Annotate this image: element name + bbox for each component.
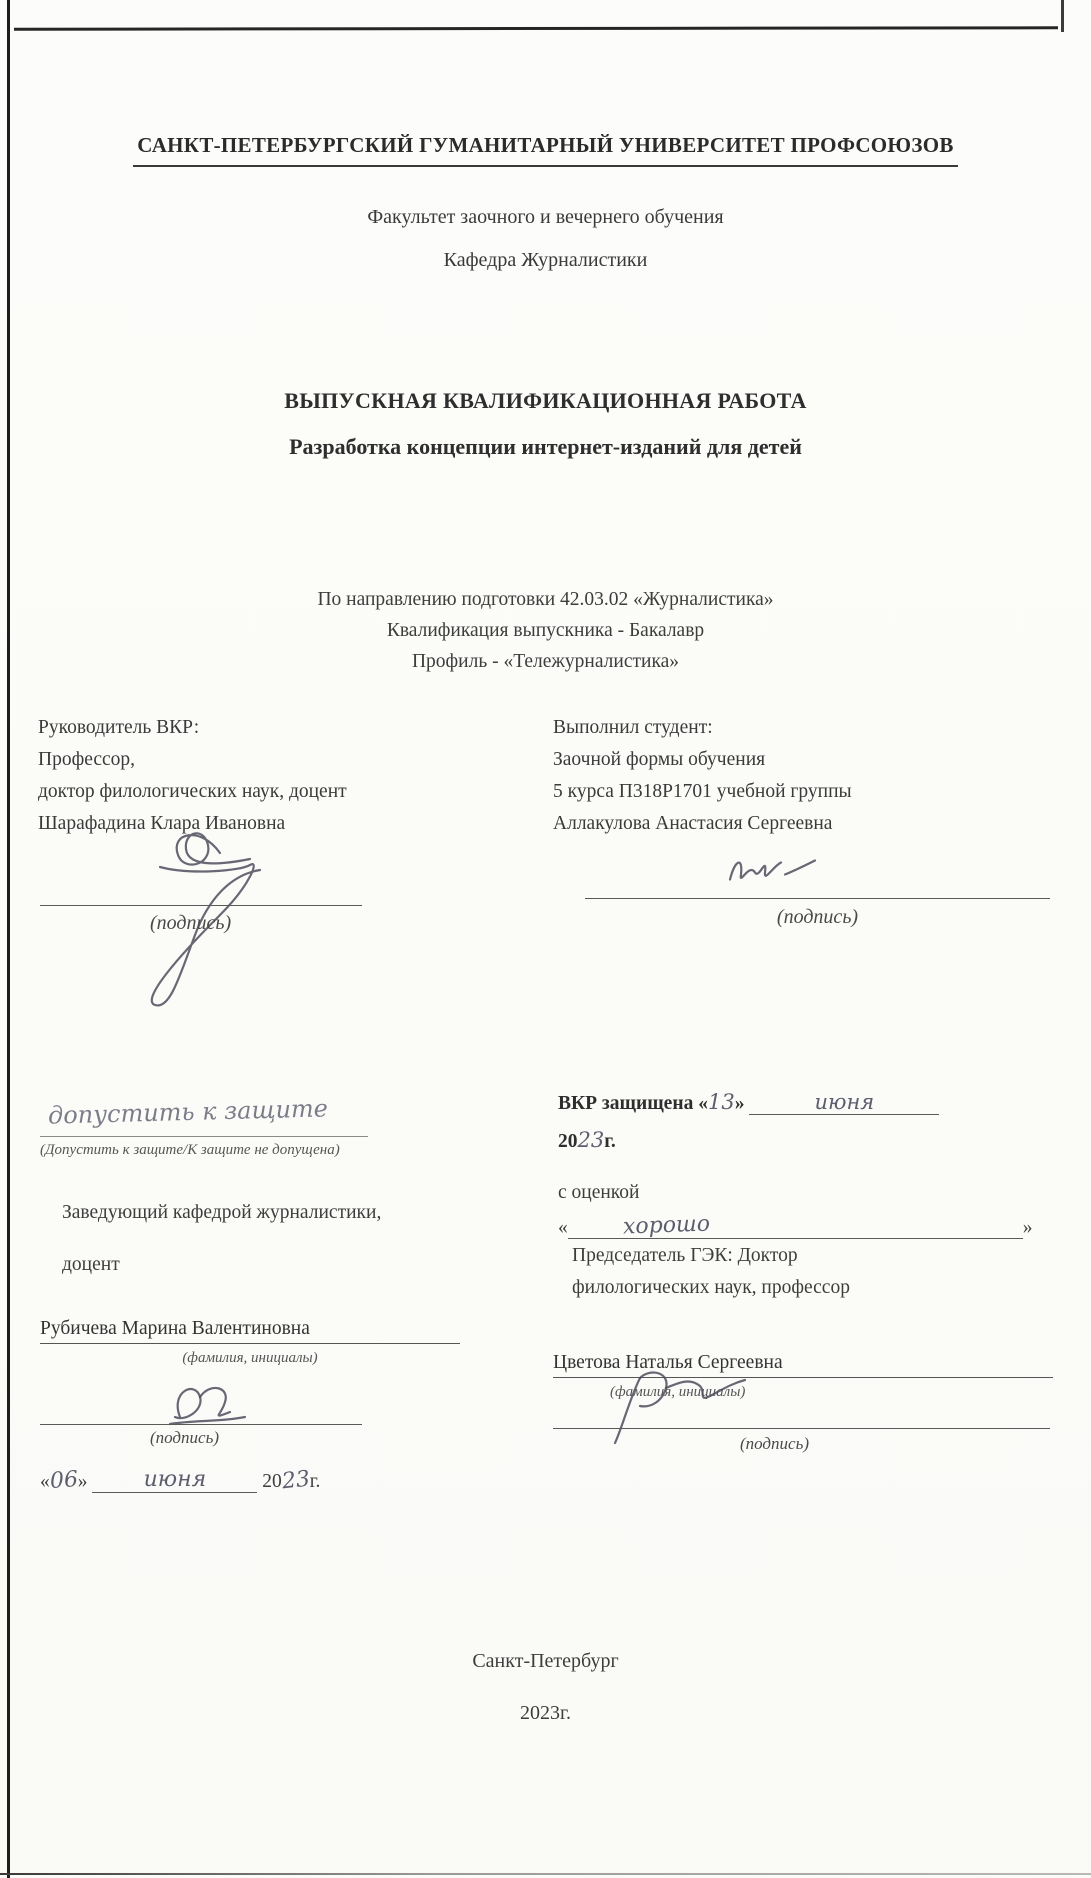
supervisor-name: Шарафадина Клара Ивановна [38,813,286,834]
student-block [553,712,1058,840]
admission-year-printed: 20 [262,1471,282,1493]
admission-note-caption: (Допустить к защите/К защите не допущена) [40,1142,340,1158]
faculty-line: Факультет заочного и вечернего обучения [367,206,724,228]
student-signature-caption: (подпись) [776,906,859,928]
grade-handwritten: хорошо [622,1211,711,1240]
scan-edge-top [14,26,1058,30]
direction-line: По направлению подготовки 42.03.02 «Журналистика» [317,589,774,610]
defense-label: ВКР защищена « [558,1093,708,1114]
program-block [0,584,1091,677]
head-name-caption: (фамилия, инициалы) [182,1350,318,1366]
grade-quote-close: » [1022,1217,1033,1239]
supervisor-position: Профессор, [38,749,136,770]
supervisor-degree: доктор филологических наук, доцент [38,781,347,802]
footer-year: 2023г. [520,1702,571,1724]
scan-edge-top-right [1061,0,1064,32]
defense-year-line [558,1128,616,1153]
student-name: Аллакулова Анастасия Сергеевна [553,813,833,834]
admission-date-close: » [77,1471,88,1493]
student-signature [715,842,835,897]
grade-blank [568,1211,1023,1240]
department-head-name: Рубичева Марина Валентиновна [40,1318,460,1344]
thesis-title: Разработка концепции интернет-изданий для детей [289,434,802,459]
defense-month-handwritten: июня [814,1089,875,1114]
grade-line [558,1211,1033,1240]
chairman-signature [600,1358,760,1448]
chairman-signature-caption: (подпись) [740,1434,809,1453]
admission-year-suffix: г. [309,1471,321,1493]
admission-month-handwritten: июня [143,1467,207,1492]
university-header [0,133,1091,167]
grade-label: с оценкой [558,1182,640,1203]
defense-year-handwritten: 23 [577,1128,605,1152]
scan-edge-left [7,0,10,1878]
scan-edge-bottom [0,1873,1091,1875]
admission-month-blank [92,1468,257,1493]
chairman-line2: филологических наук, профессор [572,1277,850,1298]
qualification-line: Квалификация выпускника - Бакалавр [386,620,705,641]
supervisor-label: Руководитель ВКР: [38,717,200,738]
chairman-name-caption: (фамилия, инициалы) [610,1384,746,1400]
defense-year-printed: 20 [558,1131,578,1152]
student-group: 5 курса П318Р1701 учебной группы [553,781,852,802]
defense-month-blank [749,1091,939,1115]
university-name: САНКТ-ПЕТЕРБУРГСКИЙ ГУМАНИТАРНЫЙ УНИВЕРСИТЕТ ПРОФСОЮЗОВ [133,133,957,167]
admission-day-handwritten: 06 [48,1467,79,1495]
grade-quote-open: « [558,1217,568,1239]
supervisor-signature-line [40,905,362,906]
department-head-signature [150,1372,260,1432]
chairman-block [572,1240,850,1304]
chairman-line1: Председатель ГЭК: Доктор [572,1245,798,1266]
footer-city: Санкт-Петербург [472,1650,619,1672]
profile-line: Профиль - «Тележурналистика» [411,651,680,672]
chairman-signature-line [553,1428,1050,1429]
student-label: Выполнил студент: [553,717,713,738]
defense-day-handwritten: 13 [707,1090,735,1114]
defense-quote-close: » [734,1093,745,1114]
defense-year-suffix: г. [604,1131,616,1152]
head-signature-line [40,1424,362,1425]
admission-date-line [40,1468,320,1493]
department-head-title: Заведующий кафедрой журналистики, [62,1202,382,1223]
student-form: Заочной формы обучения [553,749,766,770]
admission-note-line [40,1136,368,1137]
chairman-name: Цветова Наталья Сергеевна [553,1352,1053,1378]
work-type-title: ВЫПУСКНАЯ КВАЛИФИКАЦИОННАЯ РАБОТА [284,388,807,413]
admission-year-handwritten: 23 [280,1466,311,1495]
head-signature-caption: (подпись) [150,1428,219,1447]
student-signature-line [585,898,1050,899]
supervisor-signature-caption: (подпись) [150,912,232,934]
department-line: Кафедра Журналистики [443,249,648,271]
admission-handwritten-note: допустить к защите [47,1094,329,1130]
department-head-rank: доцент [62,1254,120,1275]
admission-date-open: « [40,1471,50,1493]
defense-date-line [558,1090,939,1115]
